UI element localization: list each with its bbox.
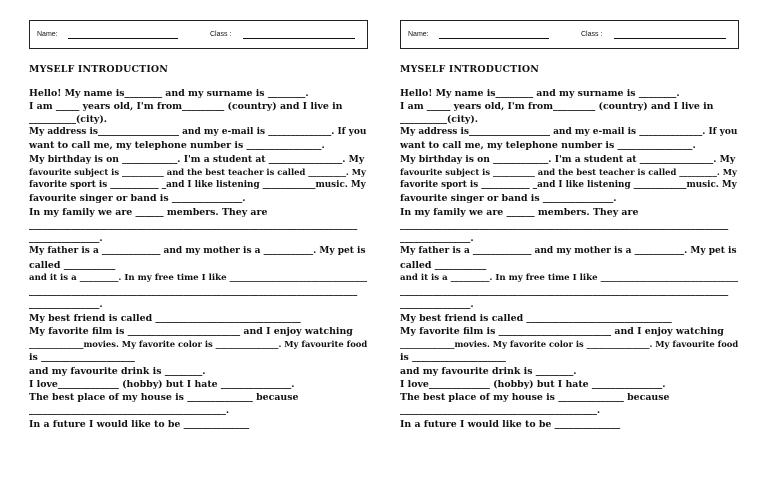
text-line: _______________.	[400, 299, 474, 310]
text-line: My birthday is on ____________. I'm a student at ________________. My	[400, 154, 736, 165]
text-line: _______________.	[400, 233, 474, 244]
text-line: ______________________________________________________________________	[400, 220, 729, 231]
page-title: MYSELF INTRODUCTION	[29, 64, 169, 75]
class-label: Class :	[581, 31, 603, 38]
page-title: MYSELF INTRODUCTION	[400, 64, 540, 75]
text-line: The best place of my house is ______________ because	[400, 392, 670, 403]
text-line: In a future I would like to be ______________	[400, 419, 621, 430]
text-line: ______________________________________________________________________	[29, 286, 358, 297]
class-field[interactable]	[243, 38, 355, 39]
text-line: __________________________________________.	[400, 405, 601, 416]
text-line: _____________movies. My favorite color is _______________. My favourite food	[400, 339, 739, 349]
text-line: favorite sport is ___________ _and I like listening ____________music. My	[400, 180, 737, 190]
text-line: I love_____________ (hobby) but I hate _______________.	[400, 379, 666, 390]
text-line: favourite singer or band is _______________.	[400, 193, 617, 204]
text-line: My best friend is called _______________________________	[29, 313, 301, 324]
text-line: __________(city).	[29, 114, 108, 125]
text-line: called ___________	[29, 260, 116, 271]
text-line: and my favourite drink is ________.	[400, 366, 577, 377]
text-line: My favorite film is ________________________ and I enjoy watching	[400, 326, 724, 337]
text-line: In my family we are ______ members. They are	[29, 207, 268, 218]
text-line: I am _____ years old, I'm from_________ (country) and I live in	[29, 101, 343, 112]
text-line: My birthday is on ____________. I'm a student at ________________. My	[29, 154, 365, 165]
text-line: _____________movies. My favorite color is _______________. My favourite food	[29, 339, 368, 349]
text-line: _______________.	[29, 299, 103, 310]
class-label: Class :	[210, 31, 232, 38]
text-line: In my family we are ______ members. They are	[400, 207, 639, 218]
text-line: My address is__________________ and my e-mail is ______________. If you	[400, 127, 738, 137]
name-field[interactable]	[439, 38, 549, 39]
text-line: favorite sport is ___________ _and I like listening ____________music. My	[29, 180, 366, 190]
text-line: In a future I would like to be ______________	[29, 419, 250, 430]
text-line: want to call me, my telephone number is ________________.	[29, 140, 325, 151]
name-label: Name:	[408, 31, 429, 38]
header-box	[29, 20, 368, 49]
name-label: Name:	[37, 31, 58, 38]
text-line: want to call me, my telephone number is ________________.	[400, 140, 696, 151]
text-line: Hello! My name is________ and my surname is ________.	[29, 88, 309, 99]
text-line: I am _____ years old, I'm from_________ (country) and I live in	[400, 101, 714, 112]
text-line: My address is__________________ and my e-mail is ______________. If you	[29, 127, 367, 137]
text-line: and it is a _________. In my free time I like ________________________________	[400, 273, 739, 283]
text-line: favourite subject is __________ and the best teacher is called _________. My	[400, 167, 737, 177]
text-line: My favorite film is ________________________ and I enjoy watching	[29, 326, 353, 337]
name-field[interactable]	[68, 38, 178, 39]
text-line: favourite subject is __________ and the best teacher is called _________. My	[29, 167, 366, 177]
header-box	[400, 20, 739, 49]
text-line: _______________.	[29, 233, 103, 244]
text-line: My best friend is called _______________________________	[400, 313, 672, 324]
text-line: is ____________________	[29, 352, 135, 363]
text-line: ______________________________________________________________________	[400, 286, 729, 297]
class-field[interactable]	[614, 38, 726, 39]
text-line: and it is a _________. In my free time I like ________________________________	[29, 273, 368, 283]
text-line: called ___________	[400, 260, 487, 271]
text-line: I love_____________ (hobby) but I hate _______________.	[29, 379, 295, 390]
text-line: favourite singer or band is _______________.	[29, 193, 246, 204]
text-line: ______________________________________________________________________	[29, 220, 358, 231]
text-line: Hello! My name is________ and my surname is ________.	[400, 88, 680, 99]
text-line: and my favourite drink is ________.	[29, 366, 206, 377]
text-line: __________(city).	[400, 114, 479, 125]
text-line: The best place of my house is ______________ because	[29, 392, 299, 403]
text-line: My father is a _____________ and my mother is a ___________. My pet is	[400, 246, 737, 256]
text-line: is ____________________	[400, 352, 506, 363]
text-line: My father is a _____________ and my mother is a ___________. My pet is	[29, 246, 366, 256]
text-line: __________________________________________.	[29, 405, 230, 416]
